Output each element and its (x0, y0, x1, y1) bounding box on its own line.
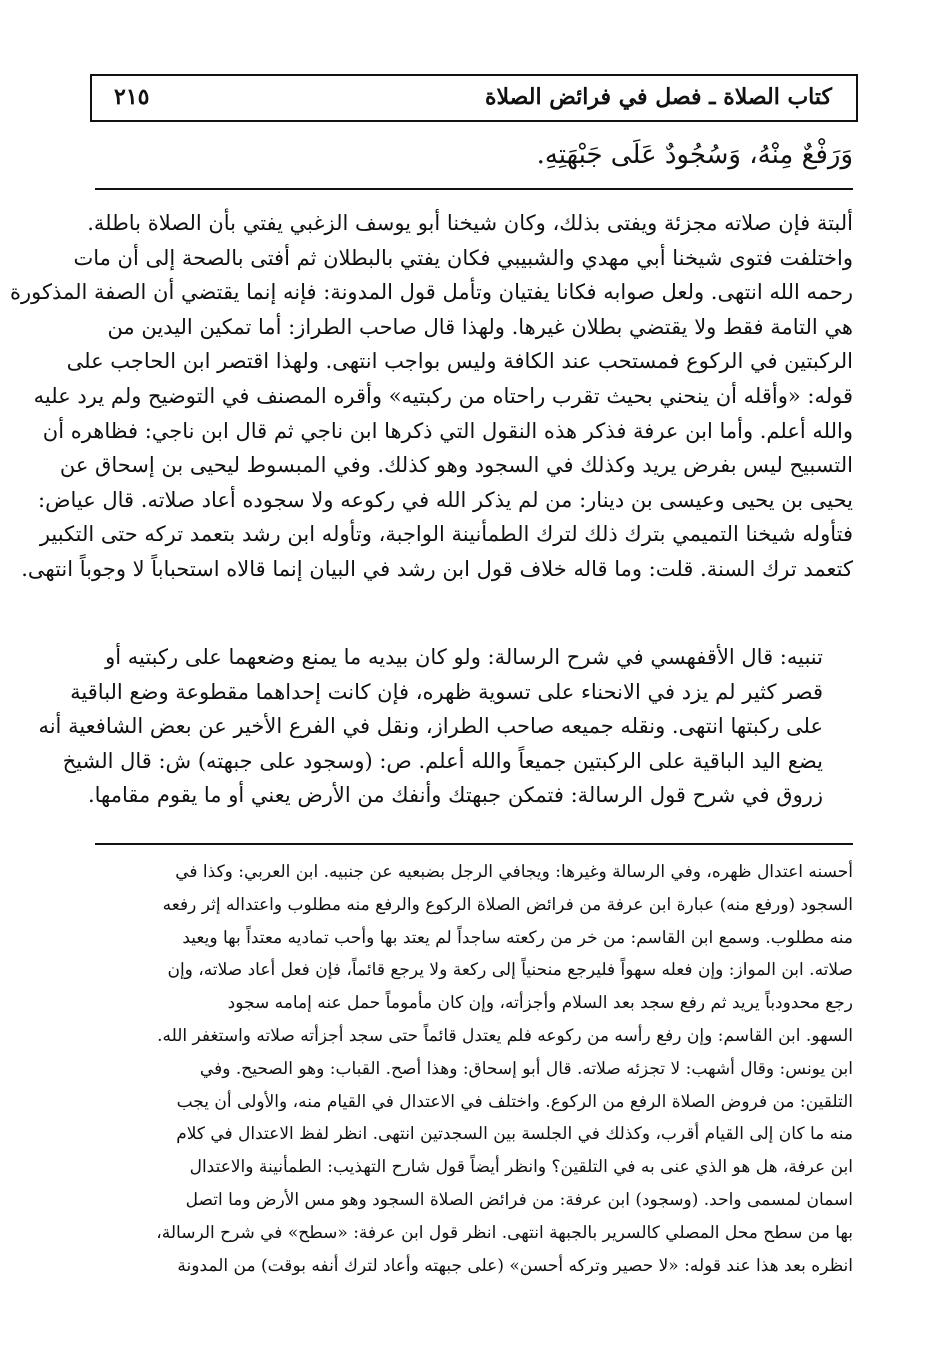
commentary-line: التسبيح ليس بفرض يريد وكذلك في السجود وهو كذلك. وفي المبسوط ليحيى بن إسحاق عن (59, 453, 853, 478)
margin-notes-block (95, 856, 853, 1282)
margin-note-line: منه ما كان إلى القيام أقرب، وكذلك في الجلسة بين السجدتين انتهى. انظر لفظ الاعتدال في كلام (176, 1124, 853, 1145)
tanbih-line: تنبيه: قال الأقفهسي في شرح الرسالة: ولو كان بيديه ما يمنع وضعهما على ركبتيه أو (105, 645, 823, 669)
divider-rule-top (95, 188, 853, 190)
margin-note-line: انظره بعد هذا عند قوله: «لا حصير وتركه أحسن» (على جبهته وأعاد لترك أنفه بوقت) من المدونة (177, 1255, 853, 1276)
margin-note-line: السهو. ابن القاسم: وإن رفع رأسه من ركوعه فلم يعتدل قائماً حتى سجد أجزأته صلاته واستغفر الله. (157, 1025, 853, 1046)
commentary-line: واختلفت فتوى شيخنا أبي مهدي والشبيبي فكان يفتي بالبطلان ثم أفتى بالصحة إلى أن مات (73, 245, 853, 270)
running-header (90, 74, 858, 122)
margin-note-line: بها من سطح محل المصلي كالسرير بالجبهة انتهى. انظر قول ابن عرفة: «سطح» في شرح الرسالة، (156, 1222, 853, 1243)
margin-note-line: ابن يونس: وقال أشهب: لا تجزئه صلاته. قال أبو إسحاق: وهذا أصح. القباب: وهو الصحيح. وفي (199, 1058, 853, 1079)
margin-note-line: صلاته. ابن المواز: وإن فعله سهواً فليرجع منحنياً إلى ركعة ولا يرجع قائماً، فإن فعل أعاد صلاته، وإن (167, 960, 853, 981)
margin-note-line: رجع محدودباً يريد ثم رفع سجد بعد السلام وأجزأته، وإن كان مأموماً حمل عنه إمامه سجود (227, 993, 853, 1014)
commentary-line: قوله: «وأقله أن ينحني بحيث تقرب راحتاه من ركبتيه» وأقره المصنف في التوضيح ولم يرد عليه (33, 383, 853, 408)
header-title: كتاب الصلاة ـ فصل في فرائض الصلاة (485, 84, 832, 110)
tanbih-line: يضع اليد الباقية على الركبتين جميعاً والله أعلم. ص: (وسجود على جبهته) ش: قال الشيخ (62, 748, 823, 773)
margin-note-line: التلقين: من فروض الصلاة الرفع من الركوع. واختلف في الاعتدال في القيام منه، والأولى أن يجب (176, 1091, 853, 1112)
margin-note-line: أحسنه اعتدال ظهره، وفي الرسالة وغيرها: ويجافي الرجل بضبعيه عن جنبيه. ابن العربي: وكذا في (175, 862, 853, 882)
commentary-line: فتأوله شيخنا التميمي بترك ذلك لترك الطمأنينة الواجبة، وتأوله ابن رشد بتعمد تركه حتى التكبير (39, 522, 853, 547)
commentary-line: والله أعلم. وأما ابن عرفة فذكر هذه النقول التي ذكرها ابن ناجي ثم قال ابن ناجي: فظاهره أن (42, 418, 853, 443)
tanbih-line: قصر كثير لم يزد في الانحناء على تسوية ظهره، فإن كانت إحداهما مقطوعة وضع الباقية (70, 679, 823, 704)
tanbih-line: زروق في شرح قول الرسالة: فتمكن جبهتك وأنفك من الأرض يعني أو ما يقوم مقامها. (87, 783, 823, 808)
commentary-line: الركبتين في الركوع فمستحب عند الكافة وليس بواجب انتهى. ولهذا اقتصر ابن الحاجب على (66, 349, 853, 374)
divider-rule-footnotes (95, 843, 853, 845)
commentary-line: يحيى بن يحيى وعيسى بن دينار: من لم يذكر الله في ركوعه ولا سجوده أعاد صلاته. قال عياض: (38, 487, 853, 512)
commentary-line: كتعمد ترك السنة. قلت: وما قاله خلاف قول ابن رشد في البيان إنما قالاه استحباباً لا وجوباً انتهى. (21, 556, 853, 581)
matn-text: وَرَفْعٌ مِنْهُ، وَسُجُودٌ عَلَى جَبْهَتِهِ. (536, 140, 853, 170)
commentary-block (9, 206, 853, 587)
page-number: ٢١٥ (114, 84, 150, 110)
commentary-line: هي التامة فقط ولا يقتضي بطلان غيرها. ولهذا قال صاحب الطراز: أما تمكين اليدين من (107, 314, 853, 339)
tanbih-line: على ركبتها انتهى. ونقله جميعه صاحب الطراز، ونقل في الفرع الأخير عن بعض الشافعية أنه (38, 714, 823, 739)
margin-note-line: اسمان لمسمى واحد. (وسجود) ابن عرفة: من فرائض الصلاة السجود وهو مس الأرض وما اتصل (185, 1189, 853, 1210)
tanbih-paragraph (38, 640, 853, 813)
commentary-line: رحمه الله انتهى. ولعل صوابه فكانا يفتيان وتأمل قول المدونة: فإنه إنما يقتضي أن الصفة المذكورة (9, 280, 853, 305)
margin-note-line: السجود (ورفع منه) عبارة ابن عرفة من فرائض الصلاة الركوع والرفع منه مطلوب واعتداله إثر رفعه (162, 894, 853, 915)
commentary-line: ألبتة فإن صلاته مجزئة ويفتى بذلك، وكان شيخنا أبو يوسف الزغبي يفتي بأن الصلاة باطلة. (87, 211, 853, 235)
margin-note-line: ابن عرفة، هل هو الذي عنى به في التلقين؟ وانظر أيضاً قول شارح التهذيب: الطمأنينة والاعتدال (189, 1157, 853, 1178)
margin-note-line: منه مطلوب. وسمع ابن القاسم: من خر من ركعته ساجداً لم يعتد بها وأحب تماديه معتداً بها ويعيد (182, 927, 853, 948)
